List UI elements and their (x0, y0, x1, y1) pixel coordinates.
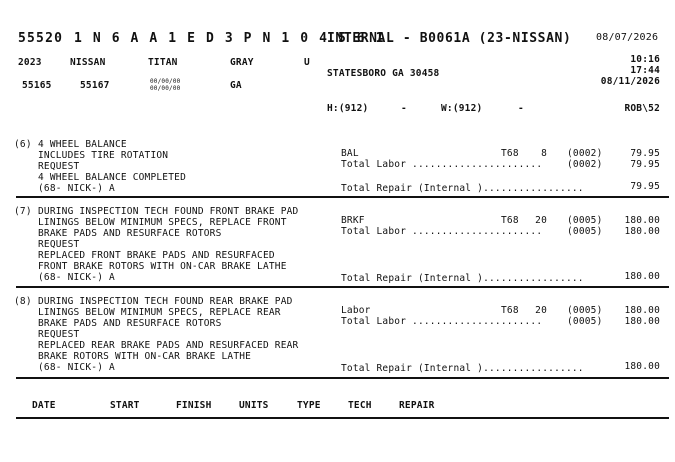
column-units: UNITS (239, 400, 269, 411)
time-in: 10:16 (630, 54, 660, 65)
job-line: REPLACED FRONT BRAKE PADS AND RESURFACED (38, 250, 275, 261)
state: GA (230, 80, 242, 91)
total-labor-label: Total Labor ...................... (341, 226, 543, 237)
column-start: START (110, 400, 140, 411)
date-open: 08/07/2026 (596, 32, 659, 43)
op-code: BRKF (341, 215, 365, 226)
vehicle-model: TITAN (148, 57, 178, 68)
total-labor-hours: (0005) (567, 226, 603, 237)
labor-hours: (0005) (567, 215, 603, 226)
column-date: DATE (32, 400, 56, 411)
op-code: BAL (341, 148, 359, 159)
total-labor-label: Total Labor ...................... (341, 316, 543, 327)
blank-date-1: 00/00/00 (150, 78, 181, 85)
footer-divider (16, 417, 669, 419)
job-divider (16, 377, 669, 379)
job-line: REQUEST (38, 161, 80, 172)
vehicle-make: NISSAN (70, 57, 106, 68)
job-line: BRAKE PADS AND RESURFACE ROTORS (38, 228, 222, 239)
job-line: DURING INSPECTION TECH FOUND REAR BRAKE PAD (38, 296, 293, 307)
vehicle-year: 2023 (18, 57, 42, 68)
labor-amount: 180.00 (624, 305, 660, 316)
job-line: 4 WHEEL BALANCE (38, 139, 127, 150)
column-finish: FINISH (176, 400, 212, 411)
job-line: DURING INSPECTION TECH FOUND FRONT BRAKE PAD (38, 206, 299, 217)
job-line: BRAKE ROTORS WITH ON-CAR BRAKE LATHE (38, 351, 252, 362)
work-phone-dash: - (518, 103, 524, 114)
total-repair-label: Total Repair (Internal )................. (341, 363, 584, 374)
service-advisor: ROB\52 (624, 103, 660, 114)
job-line: INCLUDES TIRE ROTATION (38, 150, 169, 161)
total-repair-label: Total Repair (Internal )................. (341, 183, 584, 194)
job-number: (6) (14, 139, 32, 150)
labor-type: 20 (535, 215, 547, 226)
total-labor-amount: 180.00 (624, 316, 660, 327)
vin: 1 N 6 A A 1 E D 3 P N 1 0 4 5 6 1 (74, 31, 386, 46)
tech-code: T68 (501, 305, 519, 316)
job-line: REPLACED REAR BRAKE PADS AND RESURFACED REAR (38, 340, 299, 351)
total-repair-amount: 180.00 (624, 361, 660, 372)
job-line: (68- NICK-) A (38, 362, 115, 373)
vehicle-flag: U (304, 57, 310, 68)
home-phone: H:(912) (327, 103, 369, 114)
date-close: 08/11/2026 (600, 76, 660, 87)
labor-amount: 79.95 (630, 148, 660, 159)
total-labor-amount: 79.95 (630, 159, 660, 170)
work-phone: W:(912) (441, 103, 483, 114)
tech-code: T68 (501, 215, 519, 226)
total-repair-amount: 180.00 (624, 271, 660, 282)
labor-hours: (0005) (567, 305, 603, 316)
invoice-title: INTERNAL - B0061A (23-NISSAN) (327, 31, 572, 46)
labor-hours: (0002) (567, 148, 603, 159)
total-labor-label: Total Labor ...................... (341, 159, 543, 170)
column-repair: REPAIR (399, 400, 435, 411)
job-number: (8) (14, 296, 32, 307)
total-repair-amount: 79.95 (630, 181, 660, 192)
tag-number: 55167 (80, 80, 110, 91)
stock-number: 55165 (22, 80, 52, 91)
job-line: (68- NICK-) A (38, 272, 115, 283)
blank-date-2: 00/00/00 (150, 85, 181, 92)
job-line: REQUEST (38, 239, 80, 250)
job-line: LININGS BELOW MINIMUM SPECS, REPLACE REAR (38, 307, 281, 318)
total-labor-amount: 180.00 (624, 226, 660, 237)
job-line: FRONT BRAKE ROTORS WITH ON-CAR BRAKE LATHE (38, 261, 287, 272)
total-labor-hours: (0002) (567, 159, 603, 170)
op-code: Labor (341, 305, 371, 316)
time-out: 17:44 (630, 65, 660, 76)
total-labor-hours: (0005) (567, 316, 603, 327)
column-tech: TECH (348, 400, 372, 411)
job-number: (7) (14, 206, 32, 217)
job-line: LININGS BELOW MINIMUM SPECS, REPLACE FRONT (38, 217, 287, 228)
job-divider (16, 286, 669, 288)
job-line: 4 WHEEL BALANCE COMPLETED (38, 172, 186, 183)
total-repair-label: Total Repair (Internal )................. (341, 273, 584, 284)
column-type: TYPE (297, 400, 321, 411)
labor-type: 20 (535, 305, 547, 316)
job-divider (16, 196, 669, 198)
vehicle-color: GRAY (230, 57, 254, 68)
home-phone-dash: - (401, 103, 407, 114)
job-line: REQUEST (38, 329, 80, 340)
location: STATESBORO GA 30458 (327, 68, 440, 79)
job-line: BRAKE PADS AND RESURFACE ROTORS (38, 318, 222, 329)
ro-number: 55520 (18, 31, 64, 46)
tech-code: T68 (501, 148, 519, 159)
labor-type: 8 (541, 148, 547, 159)
job-line: (68- NICK-) A (38, 183, 115, 194)
labor-amount: 180.00 (624, 215, 660, 226)
